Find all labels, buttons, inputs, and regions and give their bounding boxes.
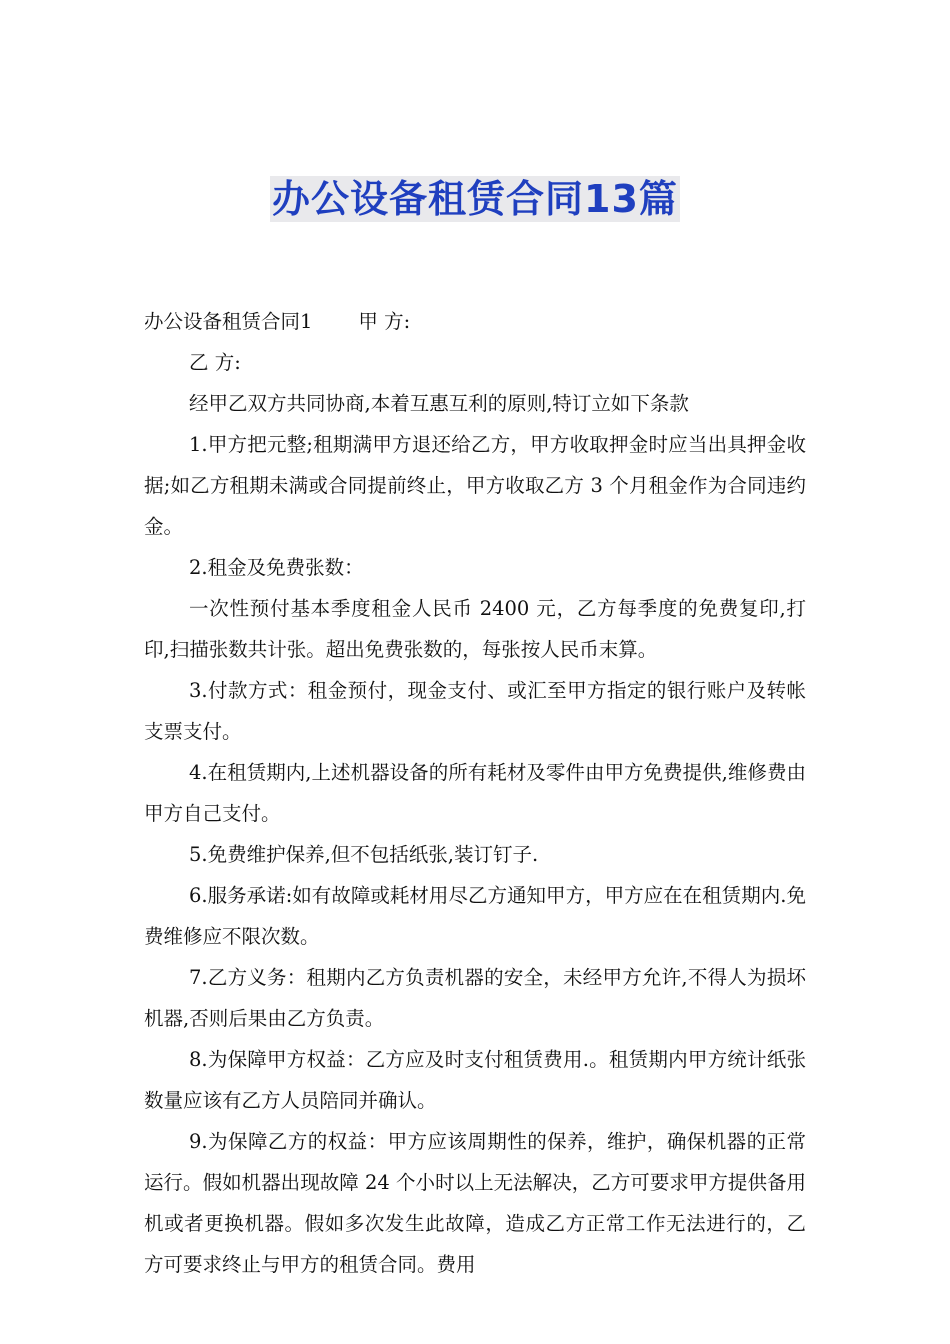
title-container: [0, 176, 950, 222]
clause-2-body: 一次性预付基本季度租金人民币 2400 元，乙方每季度的免费复印,打印,扫描张数共计张。超出免费张数的，每张按人民币末算。: [144, 597, 806, 661]
clause-7: 7.乙方义务：租期内乙方负责机器的安全，未经甲方允许,不得人为损坏机器,否则后果由乙方负责。: [144, 966, 806, 1030]
contract-heading-line: [144, 301, 806, 342]
clause-3: 3.付款方式：租金预付，现金支付、或汇至甲方指定的银行账户及转帐支票支付。: [144, 679, 806, 743]
clause-5: 5.免费维护保养,但不包括纸张,装订钉子.: [189, 843, 539, 866]
document-title: 办公设备租赁合同13篇: [272, 177, 678, 221]
party-b-label: 乙 方:: [189, 351, 241, 374]
clause-4: 4.在租赁期内,上述机器设备的所有耗材及零件由甲方免费提供,维修费由甲方自己支付。: [144, 761, 806, 825]
clause-1: 1.甲方把元整;租期满甲方退还给乙方，甲方收取押金时应当出具押金收据;如乙方租期未满或合同提前终止，甲方收取乙方 3 个月租金作为合同违约金。: [144, 433, 806, 538]
document-body: [144, 301, 806, 1285]
clause-9: 9.为保障乙方的权益：甲方应该周期性的保养，维护，确保机器的正常运行。假如机器出现故障 24 个小时以上无法解决，乙方可要求甲方提供备用机或者更换机器。假如多次发生此故障，造成乙方正常工作无法进行的，乙方可要求终止与甲方的租赁合同。费用: [144, 1130, 806, 1276]
contract-heading: 办公设备租赁合同1: [144, 310, 313, 333]
preamble-paragraph: 经甲乙双方共同协商,本着互惠互利的原则,特订立如下条款: [189, 392, 689, 415]
party-a-label: 甲 方:: [358, 310, 411, 333]
clause-6: 6.服务承诺:如有故障或耗材用尽乙方通知甲方，甲方应在在租赁期内.免费维修应不限次数。: [144, 884, 806, 948]
clause-8: 8.为保障甲方权益：乙方应及时支付租赁费用.。租赁期内甲方统计纸张数量应该有乙方人员陪同并确认。: [144, 1048, 806, 1112]
clause-2-heading: 2.租金及免费张数：: [189, 556, 364, 579]
